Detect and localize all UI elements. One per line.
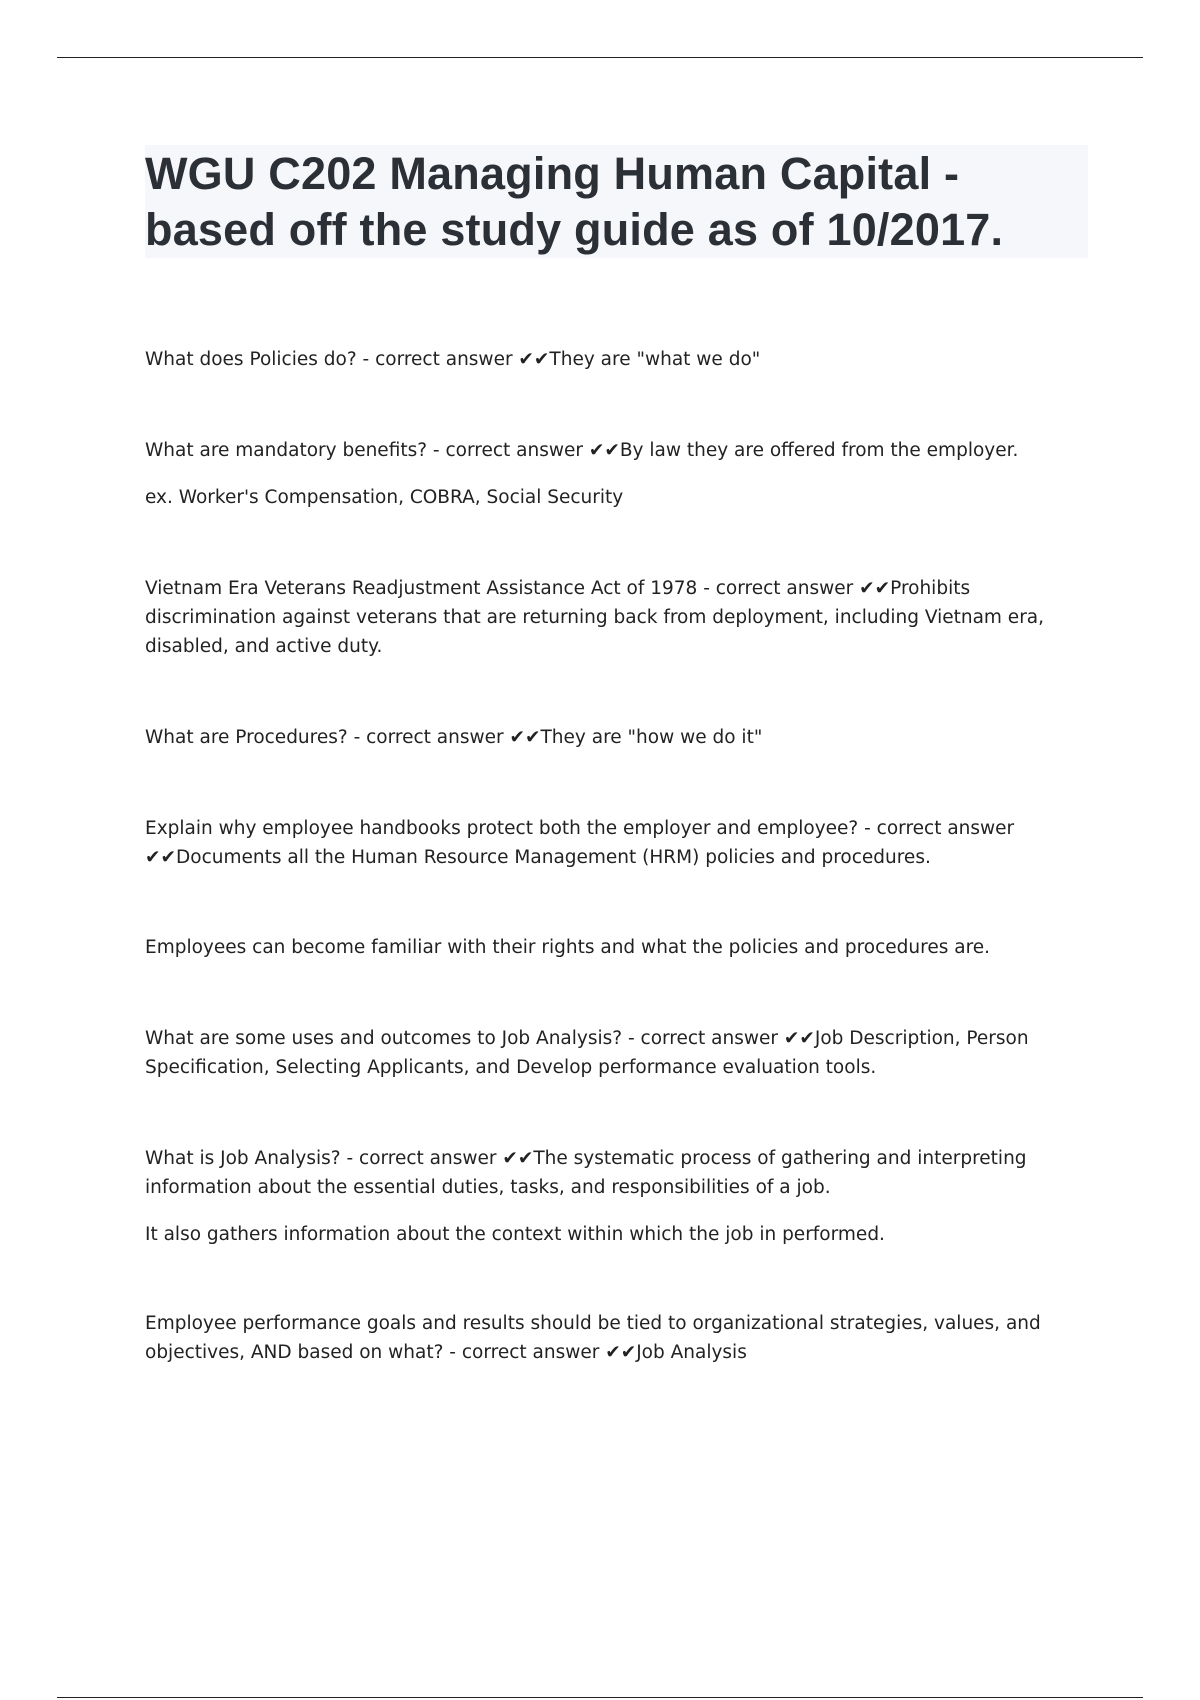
paragraph-procedures: What are Procedures? - correct answer ✔✔They are "how we do it" — [145, 727, 763, 748]
paragraph-job-context: It also gathers information about the context within which the job in performed. — [145, 1224, 885, 1245]
top-rule — [57, 57, 1143, 58]
paragraph-policies: What does Policies do? - correct answer ✔✔They are "what we do" — [145, 349, 761, 370]
paragraph-mandatory-benefits: What are mandatory benefits? - correct answer ✔✔By law they are offered from the employer. — [145, 440, 1019, 461]
paragraph-job-analysis-definition: What is Job Analysis? - correct answer ✔✔The systematic process of gathering and interpreting information about the essential duties, tasks, and responsibilities of a job. — [145, 1148, 1027, 1198]
bottom-rule — [57, 1697, 1143, 1698]
paragraph-job-analysis-uses: What are some uses and outcomes to Job Analysis? - correct answer ✔✔Job Description, Person Specification, Selecting Applicants, and Develop performance evaluation tools. — [145, 1028, 1029, 1078]
paragraph-employee-rights: Employees can become familiar with their rights and what the policies and procedures are. — [145, 937, 991, 958]
paragraph-performance-goals: Employee performance goals and results should be tied to organizational strategies, values, and objectives, AND based on what? - correct answer ✔✔Job Analysis — [145, 1313, 1041, 1363]
paragraph-veterans-act: Vietnam Era Veterans Readjustment Assistance Act of 1978 - correct answer ✔✔Prohibits discrimination against veterans that are returning back from deployment, including Vietnam era, disabled, and active duty. — [145, 578, 1045, 657]
paragraph-employee-handbooks: Explain why employee handbooks protect both the employer and employee? - correct answer ✔✔Documents all the Human Resource Management (HRM) policies and procedures. — [145, 818, 1015, 868]
paragraph-benefits-examples: ex. Worker's Compensation, COBRA, Social Security — [145, 487, 624, 508]
document-title: WGU C202 Managing Human Capital - based off the study guide as of 10/2017. — [145, 148, 1004, 255]
